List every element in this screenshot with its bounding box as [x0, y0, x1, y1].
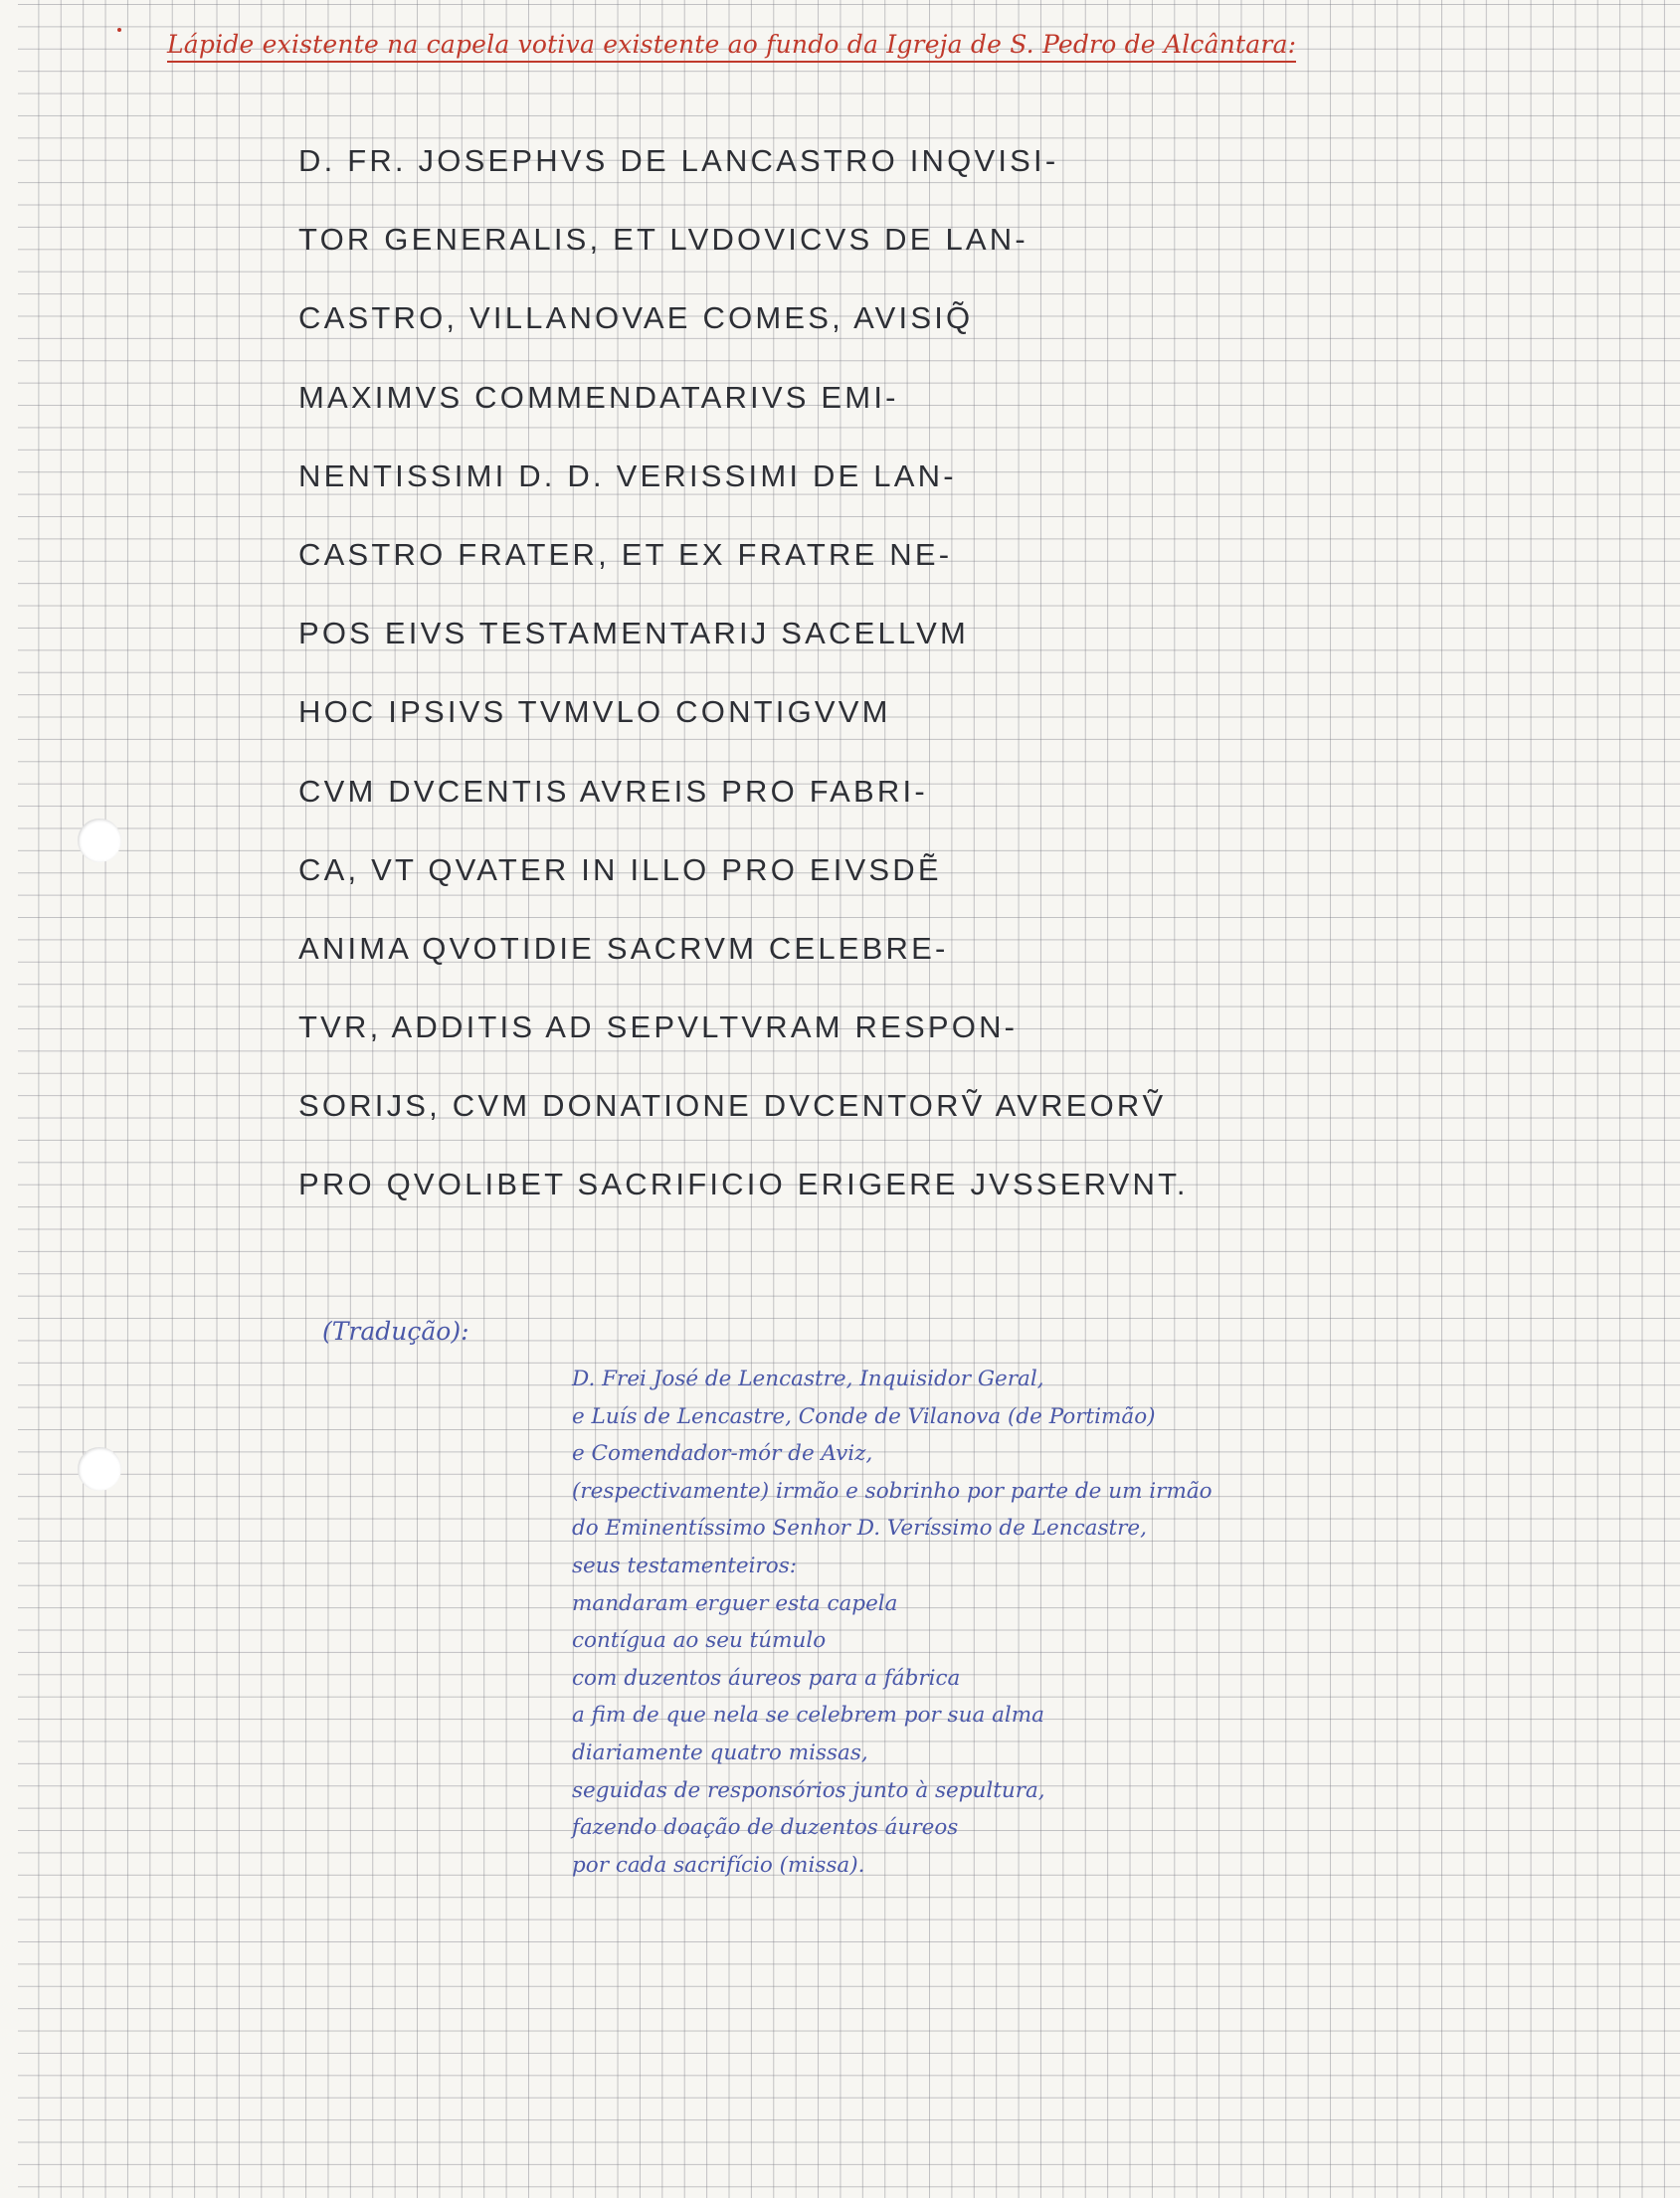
inscription-line: MAXIMVS COMMENDATARIVS EMI-	[298, 379, 899, 415]
translation-line: contígua ao seu túmulo	[572, 1628, 827, 1654]
inscription-line: ANIMA QVOTIDIE SACRVM CELEBRE-	[298, 930, 949, 966]
translation-line: seguidas de responsórios junto à sepultura,	[572, 1777, 1045, 1803]
translation-line: fazendo doação de duzentos áureos	[572, 1815, 959, 1841]
translation-line: e Luís de Lencastre, Conde de Vilanova (de Portimão)	[572, 1403, 1156, 1429]
translation-label: (Tradução):	[322, 1317, 469, 1346]
inscription-line: CASTRO FRATER, ET EX FRATRE NE-	[298, 536, 953, 572]
inscription-line: POS EIVS TESTAMENTARIJ SACELLVM	[298, 616, 969, 651]
header-bullet	[117, 28, 121, 32]
translation-line: a fim de que nela se celebrem por sua alma	[572, 1703, 1044, 1729]
paper-left-margin	[0, 0, 18, 2198]
inscription-line: CA, VT QVATER IN ILLO PRO EIVSDẼ	[298, 851, 942, 887]
inscription-line: CASTRO, VILLANOVAE COMES, AVISIQ̃	[298, 300, 974, 336]
inscription-line: HOC IPSIVS TVMVLO CONTIGVVM	[298, 694, 891, 730]
translation-line: (respectivamente) irmão e sobrinho por parte de um irmão	[572, 1478, 1213, 1504]
inscription-line: TOR GENERALIS, ET LVDOVICVS DE LAN-	[298, 222, 1028, 258]
inscription-line: CVM DVCENTIS AVREIS PRO FABRI-	[298, 773, 928, 809]
inscription-line: PRO QVOLIBET SACRIFICIO ERIGERE JVSSERVNT.	[298, 1167, 1189, 1202]
translation-line: seus testamenteiros:	[572, 1553, 798, 1578]
inscription-line: D. FR. JOSEPHVS DE LANCASTRO INQVISI-	[298, 143, 1059, 178]
latin-inscription	[298, 131, 1442, 1234]
punch-hole-top	[78, 819, 121, 862]
translation-line: D. Frei José de Lencastre, Inquisidor Geral,	[572, 1367, 1044, 1391]
translation-line: do Eminentíssimo Senhor D. Veríssimo de Lencastre,	[572, 1516, 1147, 1542]
inscription-line: NENTISSIMI D. D. VERISSIMI DE LAN-	[298, 458, 957, 493]
translation-line: por cada sacrifício (missa).	[572, 1852, 865, 1878]
page-heading-text: Lápide existente na capela votiva existente ao fundo da Igreja de S. Pedro de Alcântara:	[167, 30, 1296, 63]
inscription-line: TVR, ADDITIS AD SEPVLTVRAM RESPON-	[298, 1009, 1019, 1045]
translation-line: mandaram erguer esta capela	[572, 1590, 898, 1616]
page-heading	[167, 30, 1450, 59]
portuguese-translation	[572, 1361, 1213, 1884]
translation-line: com duzentos áureos para a fábrica	[572, 1665, 961, 1691]
translation-line: diariamente quatro missas,	[572, 1740, 868, 1765]
translation-line: e Comendador-mór de Aviz,	[572, 1441, 873, 1467]
punch-hole-bottom	[78, 1447, 121, 1491]
inscription-line: SORIJS, CVM DONATIONE DVCENTORṼ AVREORṼ	[298, 1088, 1167, 1124]
